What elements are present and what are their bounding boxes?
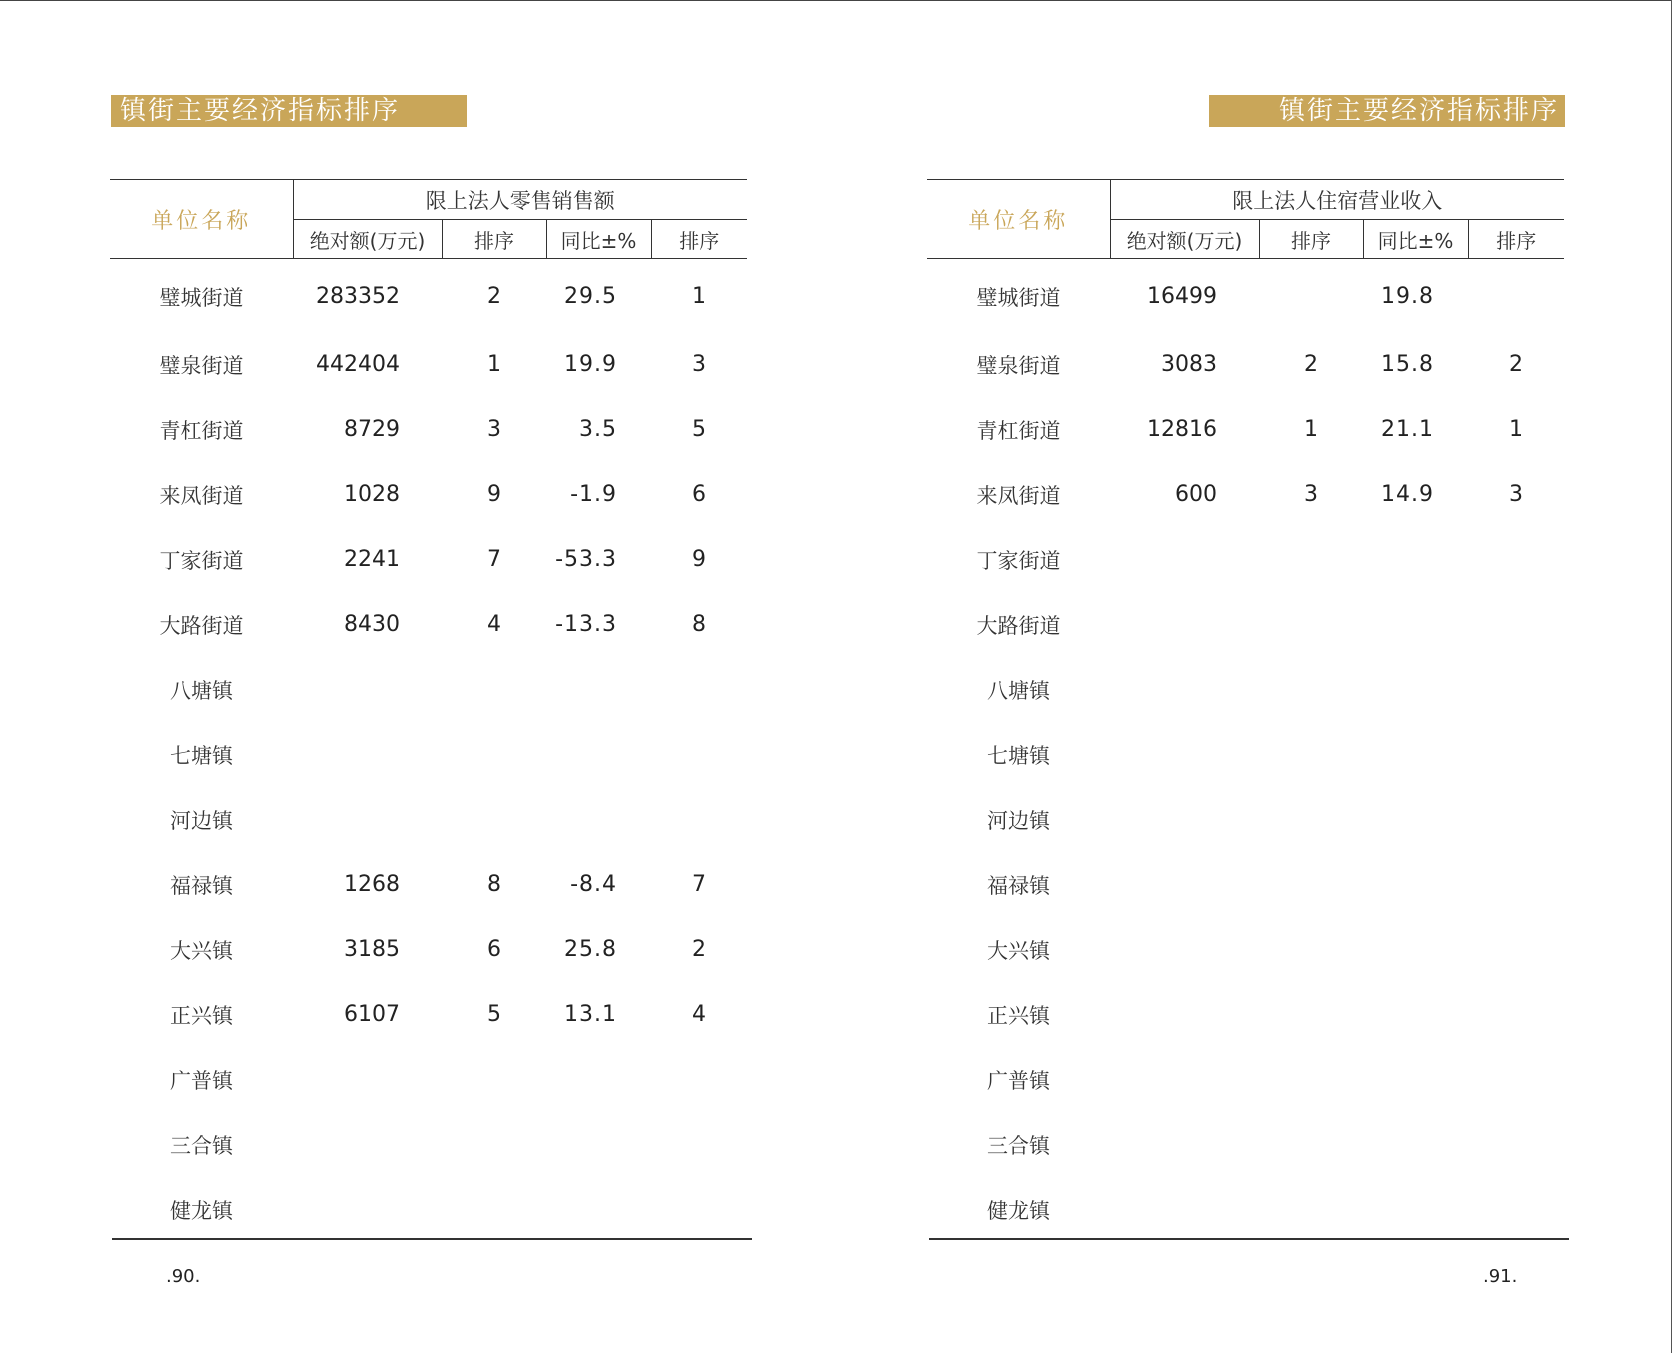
unit-name-cell: 福禄镇: [987, 873, 1050, 898]
unit-name-cell: 七塘镇: [170, 743, 233, 768]
rank-cell: [1259, 527, 1363, 592]
amount-cell: 2241: [344, 547, 400, 572]
table-row: [927, 259, 1564, 333]
rank-cell: 2: [487, 284, 501, 309]
yoy-rank-cell: [1468, 852, 1564, 917]
unit-name-cell: 青杠街道: [976, 418, 1061, 443]
table-body: [927, 259, 1564, 1243]
yoy-rank-header: 排序: [651, 220, 747, 259]
table-row: [110, 592, 747, 657]
unit-name-cell: 三合镇: [170, 1133, 233, 1158]
unit-name-cell: 璧泉街道: [976, 353, 1061, 378]
unit-name-cell: 丁家街道: [159, 548, 244, 573]
yoy-rank-cell: [1468, 592, 1564, 657]
table-row: [110, 397, 747, 462]
left-page: [111, 0, 791, 1353]
amount-cell: [293, 1047, 442, 1112]
yoy-rank-cell: 9: [692, 547, 706, 572]
table-row: [927, 1177, 1564, 1242]
unit-name-cell: 正兴镇: [987, 1003, 1050, 1028]
rank-cell: [1259, 259, 1363, 333]
yoy-rank-cell: 4: [692, 1002, 706, 1027]
amount-cell: [293, 657, 442, 722]
unit-name-cell: 璧城街道: [976, 285, 1061, 310]
table-row: [927, 852, 1564, 917]
rank-cell: 1: [487, 352, 501, 377]
yoy-cell: [546, 1047, 651, 1112]
yoy-rank-cell: [1468, 657, 1564, 722]
yoy-rank-cell: 1: [1509, 417, 1523, 442]
unit-name-cell: 璧城街道: [159, 285, 244, 310]
unit-name-cell: 大兴镇: [170, 938, 233, 963]
rank-header: 排序: [442, 220, 546, 259]
lodging-revenue-table: [927, 179, 1564, 1242]
rank-cell: [442, 787, 546, 852]
amount-cell: [1110, 1177, 1259, 1242]
yoy-cell: -1.9: [570, 482, 617, 507]
right-page: [928, 0, 1608, 1353]
rank-cell: [1259, 982, 1363, 1047]
yoy-cell: 25.8: [564, 937, 617, 962]
unit-name-cell: 大路街道: [976, 613, 1061, 638]
table-row: [110, 259, 747, 333]
yoy-cell: 13.1: [564, 1002, 617, 1027]
yoy-rank-cell: [1468, 722, 1564, 787]
yoy-rank-header: 排序: [1468, 220, 1564, 259]
unit-name-cell: 健龙镇: [987, 1198, 1050, 1223]
amount-cell: 12816: [1147, 417, 1217, 442]
table-row: [927, 397, 1564, 462]
yoy-cell: [1363, 722, 1468, 787]
table-row: [927, 657, 1564, 722]
yoy-rank-cell: 3: [692, 352, 706, 377]
yoy-rank-cell: [1468, 1047, 1564, 1112]
amount-header: 绝对额(万元): [1110, 220, 1259, 259]
amount-cell: [293, 1112, 442, 1177]
rank-cell: 4: [487, 612, 501, 637]
amount-cell: 8430: [344, 612, 400, 637]
amount-cell: [1110, 852, 1259, 917]
rank-cell: [1259, 852, 1363, 917]
amount-cell: [1110, 722, 1259, 787]
yoy-cell: 15.8: [1381, 352, 1434, 377]
rank-cell: 2: [1304, 352, 1318, 377]
yoy-cell: -13.3: [555, 612, 617, 637]
rank-cell: 9: [487, 482, 501, 507]
table-row: [110, 982, 747, 1047]
rank-header: 排序: [1259, 220, 1363, 259]
amount-cell: [293, 1177, 442, 1242]
group-header: 限上法人零售销售额: [293, 180, 747, 220]
rank-cell: 3: [487, 417, 501, 442]
rank-cell: [1259, 787, 1363, 852]
rank-cell: [1259, 657, 1363, 722]
table-body: [110, 259, 747, 1243]
table-row: [110, 332, 747, 397]
rank-cell: 6: [487, 937, 501, 962]
yoy-rank-cell: 8: [692, 612, 706, 637]
amount-cell: 600: [1175, 482, 1217, 507]
yoy-rank-cell: 2: [692, 937, 706, 962]
table-row: [110, 917, 747, 982]
yoy-rank-cell: [1468, 982, 1564, 1047]
amount-cell: [1110, 527, 1259, 592]
table-row: [927, 917, 1564, 982]
unit-name-cell: 八塘镇: [170, 678, 233, 703]
yoy-rank-cell: 2: [1509, 352, 1523, 377]
yoy-rank-cell: 7: [692, 872, 706, 897]
yoy-cell: 19.9: [564, 352, 617, 377]
amount-cell: 1028: [344, 482, 400, 507]
amount-cell: 283352: [316, 284, 400, 309]
yoy-cell: 29.5: [564, 284, 617, 309]
table-row: [927, 462, 1564, 527]
unit-name-cell: 河边镇: [170, 808, 233, 833]
yoy-cell: [546, 1177, 651, 1242]
rank-cell: [442, 1047, 546, 1112]
yoy-rank-cell: 6: [692, 482, 706, 507]
yoy-cell: [546, 787, 651, 852]
unit-name-cell: 福禄镇: [170, 873, 233, 898]
amount-cell: 1268: [344, 872, 400, 897]
amount-cell: 3185: [344, 937, 400, 962]
yoy-cell: [1363, 1047, 1468, 1112]
rank-cell: 3: [1304, 482, 1318, 507]
yoy-cell: 21.1: [1381, 417, 1434, 442]
table-row: [110, 1047, 747, 1112]
amount-cell: 6107: [344, 1002, 400, 1027]
yoy-cell: [546, 722, 651, 787]
rank-cell: [442, 1112, 546, 1177]
table-row: [110, 852, 747, 917]
yoy-cell: 14.9: [1381, 482, 1434, 507]
yoy-rank-cell: [1468, 259, 1564, 333]
unit-name-cell: 七塘镇: [987, 743, 1050, 768]
table-row: [110, 527, 747, 592]
rank-cell: 7: [487, 547, 501, 572]
yoy-cell: [1363, 787, 1468, 852]
unit-name-header: 单位名称: [927, 180, 1110, 259]
table-row: [927, 527, 1564, 592]
table-row: [927, 787, 1564, 852]
yoy-rank-cell: [651, 1047, 747, 1112]
amount-header: 绝对额(万元): [293, 220, 442, 259]
yoy-rank-cell: [651, 787, 747, 852]
yoy-cell: [1363, 592, 1468, 657]
yoy-cell: [1363, 1112, 1468, 1177]
yoy-cell: [1363, 982, 1468, 1047]
table-row: [927, 982, 1564, 1047]
yoy-header: 同比±%: [546, 220, 651, 259]
unit-name-cell: 正兴镇: [170, 1003, 233, 1028]
rank-cell: [1259, 592, 1363, 657]
page-number: .91.: [1483, 1266, 1518, 1287]
table-row: [927, 1047, 1564, 1112]
table-row: [110, 462, 747, 527]
amount-cell: [1110, 1047, 1259, 1112]
rank-cell: [442, 722, 546, 787]
rank-cell: [1259, 1177, 1363, 1242]
section-title: 镇街主要经济指标排序: [111, 95, 467, 127]
yoy-cell: [1363, 1177, 1468, 1242]
yoy-cell: [1363, 657, 1468, 722]
retail-sales-table: [110, 179, 747, 1242]
yoy-cell: [1363, 527, 1468, 592]
unit-name-cell: 广普镇: [987, 1068, 1050, 1093]
amount-cell: [1110, 982, 1259, 1047]
yoy-rank-cell: [651, 1177, 747, 1242]
rank-cell: [1259, 1112, 1363, 1177]
amount-cell: [1110, 917, 1259, 982]
yoy-cell: [1363, 917, 1468, 982]
yoy-cell: 19.8: [1381, 284, 1434, 309]
yoy-cell: -53.3: [555, 547, 617, 572]
yoy-rank-cell: [1468, 1112, 1564, 1177]
bottom-rule: [112, 1238, 752, 1240]
yoy-rank-cell: [651, 1112, 747, 1177]
yoy-cell: -8.4: [570, 872, 617, 897]
bottom-rule: [929, 1238, 1569, 1240]
yoy-rank-cell: 3: [1509, 482, 1523, 507]
unit-name-cell: 璧泉街道: [159, 353, 244, 378]
yoy-cell: [546, 1112, 651, 1177]
table-row: [110, 1177, 747, 1242]
yoy-cell: [546, 657, 651, 722]
unit-name-cell: 来凤街道: [159, 483, 244, 508]
rank-cell: [442, 1177, 546, 1242]
table-row: [110, 787, 747, 852]
amount-cell: 3083: [1161, 352, 1217, 377]
yoy-rank-cell: [651, 722, 747, 787]
amount-cell: [293, 787, 442, 852]
page-number: .90.: [166, 1266, 201, 1287]
table-row: [927, 722, 1564, 787]
yoy-rank-cell: 1: [692, 284, 706, 309]
unit-name-cell: 大路街道: [159, 613, 244, 638]
table-row: [927, 1112, 1564, 1177]
yoy-rank-cell: [1468, 527, 1564, 592]
rank-cell: [1259, 917, 1363, 982]
rank-cell: [1259, 1047, 1363, 1112]
unit-name-cell: 青杠街道: [159, 418, 244, 443]
amount-cell: 8729: [344, 417, 400, 442]
amount-cell: [1110, 592, 1259, 657]
amount-cell: [1110, 657, 1259, 722]
yoy-rank-cell: [1468, 1177, 1564, 1242]
unit-name-cell: 丁家街道: [976, 548, 1061, 573]
rank-cell: [1259, 722, 1363, 787]
unit-name-cell: 健龙镇: [170, 1198, 233, 1223]
amount-cell: 442404: [316, 352, 400, 377]
table-row: [927, 332, 1564, 397]
unit-name-cell: 八塘镇: [987, 678, 1050, 703]
amount-cell: [1110, 1112, 1259, 1177]
table-row: [110, 722, 747, 787]
table-row: [110, 1112, 747, 1177]
amount-cell: 16499: [1147, 284, 1217, 309]
unit-name-cell: 河边镇: [987, 808, 1050, 833]
amount-cell: [293, 722, 442, 787]
rank-cell: [442, 657, 546, 722]
unit-name-cell: 三合镇: [987, 1133, 1050, 1158]
yoy-rank-cell: 5: [692, 417, 706, 442]
yoy-cell: [1363, 852, 1468, 917]
yoy-rank-cell: [1468, 787, 1564, 852]
section-title: 镇街主要经济指标排序: [1209, 95, 1565, 127]
rank-cell: 1: [1304, 417, 1318, 442]
unit-name-cell: 大兴镇: [987, 938, 1050, 963]
rank-cell: 8: [487, 872, 501, 897]
table-row: [110, 657, 747, 722]
group-header: 限上法人住宿营业收入: [1110, 180, 1564, 220]
yoy-rank-cell: [651, 657, 747, 722]
yoy-rank-cell: [1468, 917, 1564, 982]
unit-name-cell: 来凤街道: [976, 483, 1061, 508]
unit-name-header: 单位名称: [110, 180, 293, 259]
yoy-cell: 3.5: [579, 417, 617, 442]
amount-cell: [1110, 787, 1259, 852]
yoy-header: 同比±%: [1363, 220, 1468, 259]
unit-name-cell: 广普镇: [170, 1068, 233, 1093]
table-row: [927, 592, 1564, 657]
rank-cell: 5: [487, 1002, 501, 1027]
